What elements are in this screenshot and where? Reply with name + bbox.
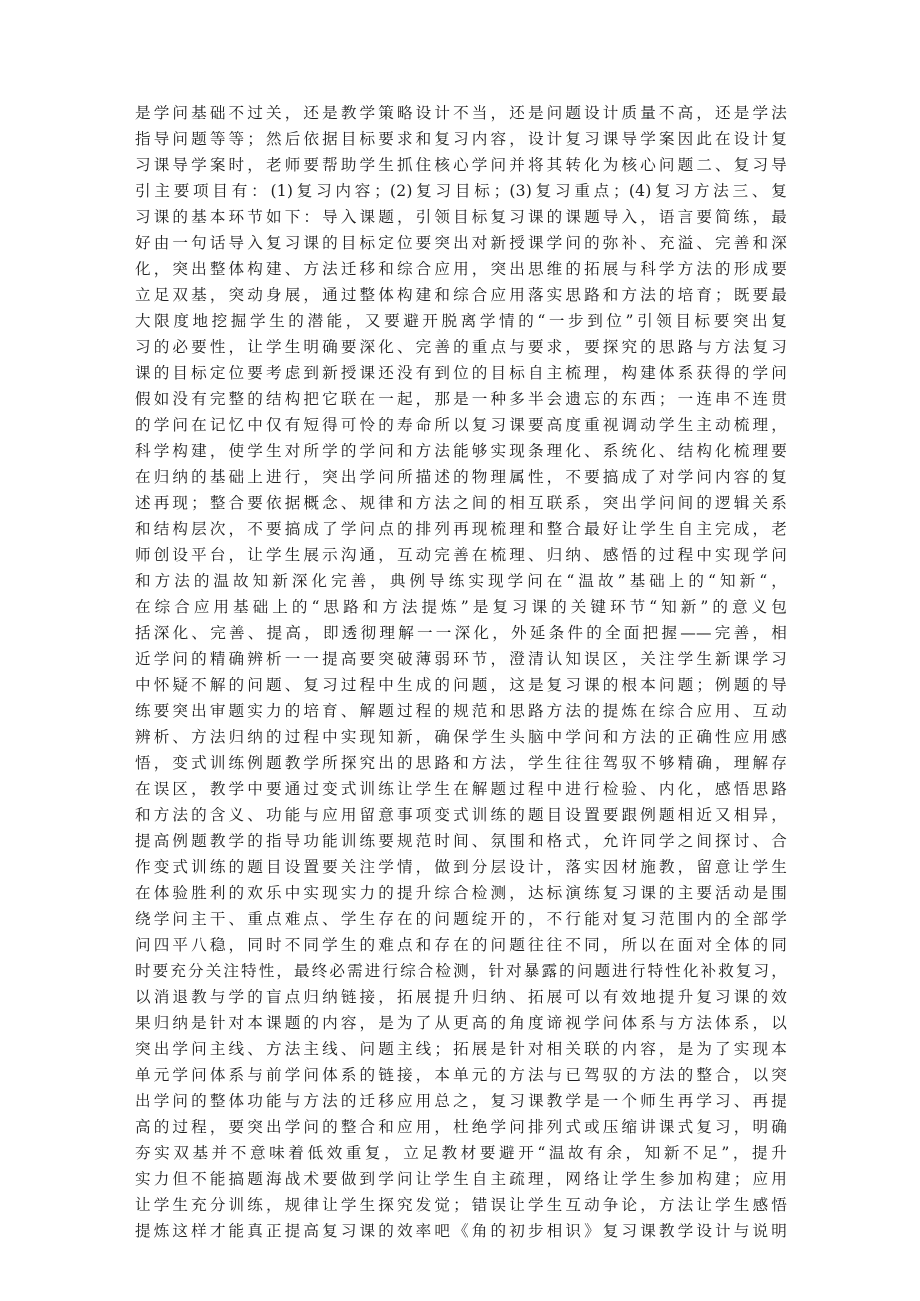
text-line: 假如没有完整的结构把它联在一起，那是一种多半会遗忘的东西；一连串不连贯 (135, 390, 787, 408)
text-line: 述再现；整合要依据概念、规律和方法之间的相互联系，突出学问间的逻辑关系 (135, 494, 787, 512)
text-line: 括深化、完善、提高，即透彻理解一一深化，外延条件的全面把握——完善，相 (135, 624, 787, 642)
text-line: 突出学问主线、方法主线、问题主线；拓展是针对相关联的内容，是为了实现本 (135, 1040, 787, 1058)
text-line: 练要突出审题实力的培育、解题过程的规范和思路方法的提炼在综合应用、互动 (135, 702, 787, 720)
text-line: 课的目标定位要考虑到新授课还没有到位的目标自主梳理，构建体系获得的学问 (135, 364, 787, 382)
text-line: 在综合应用基础上的“思路和方法提炼”是复习课的关键环节“知新”的意义包 (135, 598, 787, 616)
text-line: 的学问在记忆中仅有短得可怜的寿命所以复习课要高度重视调动学生主动梳理， (135, 416, 787, 434)
text-line: 中怀疑不解的问题、复习过程中生成的问题，这是复习课的根本问题；例题的导 (135, 676, 787, 694)
text-line: 科学构建，使学生对所学的学问和方法能够实现条理化、系统化、结构化梳理要 (135, 442, 787, 460)
text-line: 在体验胜利的欢乐中实现实力的提升综合检测，达标演练复习课的主要活动是围 (135, 884, 787, 902)
text-line: 出学问的整体功能与方法的迁移应用总之，复习课教学是一个师生再学习、再提 (135, 1092, 787, 1110)
text-line: 绕学问主干、重点难点、学生存在的问题绽开的，不行能对复习范围内的全部学 (135, 910, 787, 928)
text-line: 单元学问体系与前学问体系的链接，本单元的方法与已驾驭的方法的整合，以突 (135, 1066, 787, 1084)
text-line: 大限度地挖掘学生的潜能，又要避开脱离学情的“一步到位”引领目标要突出复 (135, 312, 787, 330)
text-line: 实力但不能搞题海战术要做到学问让学生自主疏理，网络让学生参加构建；应用 (135, 1170, 787, 1188)
text-line: 提高例题教学的指导功能训练要规范时间、氛围和格式，允许同学之间探讨、合 (135, 832, 787, 850)
text-line: 作变式训练的题目设置要关注学情，做到分层设计，落实因材施教，留意让学生 (135, 858, 787, 876)
text-line: 化，突出整体构建、方法迁移和综合应用，突出思维的拓展与科学方法的形成要 (135, 260, 787, 278)
text-line: 夯实双基并不意味着低效重复，立足教材要避开“温故有余，知新不足”，提升 (135, 1144, 787, 1162)
text-line: 近学问的精确辨析一一提高要突破薄弱环节，澄清认知误区，关注学生新课学习 (135, 650, 787, 668)
text-line: 在归纳的基础上进行，突出学问所描述的物理属性，不要搞成了对学问内容的复 (135, 468, 787, 486)
text-line: 立足双基，突动身展，通过整体构建和综合应用落实思路和方法的培育；既要最 (135, 286, 787, 304)
text-line: 以消退教与学的盲点归纳链接，拓展提升归纳、拓展可以有效地提升复习课的效 (135, 988, 787, 1006)
text-line: 时要充分关注特性，最终必需进行综合检测，针对暴露的问题进行特性化补救复习， (135, 962, 787, 980)
text-line: 引主要项目有：(1)复习内容；(2)复习目标；(3)复习重点；(4)复习方法三、复 (135, 182, 787, 200)
text-line: 果归纳是针对本课题的内容，是为了从更高的角度谛视学问体系与方法体系，以 (135, 1014, 787, 1032)
text-line: 习课导学案时，老师要帮助学生抓住核心学问并将其转化为核心问题二、复习导 (135, 156, 787, 174)
text-line: 高的过程，要突出学问的整合和应用，杜绝学问排列式或压缩讲课式复习，明确 (135, 1118, 787, 1136)
text-line: 是学问基础不过关，还是教学策略设计不当，还是问题设计质量不高，还是学法 (135, 104, 787, 122)
text-line: 师创设平台，让学生展示沟通，互动完善在梳理、归纳、感悟的过程中实现学问 (135, 546, 787, 564)
text-line: 和方法的含义、功能与应用留意事项变式训练的题目设置要跟例题相近又相异， (135, 806, 787, 824)
text-line: 好由一句话导入复习课的目标定位要突出对新授课学问的弥补、充溢、完善和深 (135, 234, 787, 252)
text-line: 辨析、方法归纳的过程中实现知新，确保学生头脑中学问和方法的正确性应用感 (135, 728, 787, 746)
text-line: 提炼这样才能真正提高复习课的效率吧《角的初步相识》复习课教学设计与说明 (135, 1222, 787, 1240)
text-line: 和方法的温故知新深化完善，典例导练实现学问在“温故”基础上的“知新“， (135, 572, 787, 590)
text-line: 问四平八稳，同时不同学生的难点和存在的问题往往不同，所以在面对全体的同 (135, 936, 787, 954)
text-line: 和结构层次，不要搞成了学问点的排列再现梳理和整合最好让学生自主完成，老 (135, 520, 787, 538)
text-line: 在误区，教学中要通过变式训练让学生在解题过程中进行检验、内化，感悟思路 (135, 780, 787, 798)
text-line: 让学生充分训练，规律让学生探究发觉；错误让学生互动争论，方法让学生感悟 (135, 1196, 787, 1214)
text-line: 习的必要性，让学生明确要深化、完善的重点与要求，要探究的思路与方法复习 (135, 338, 787, 356)
text-line: 悟，变式训练例题教学所探究出的思路和方法，学生往往驾驭不够精确，理解存 (135, 754, 787, 772)
text-line: 指导问题等等；然后依据目标要求和复习内容，设计复习课导学案因此在设计复 (135, 130, 787, 148)
text-line: 习课的基本环节如下：导入课题，引领目标复习课的课题导入，语言要简练，最 (135, 208, 787, 226)
body-text (135, 100, 787, 1244)
